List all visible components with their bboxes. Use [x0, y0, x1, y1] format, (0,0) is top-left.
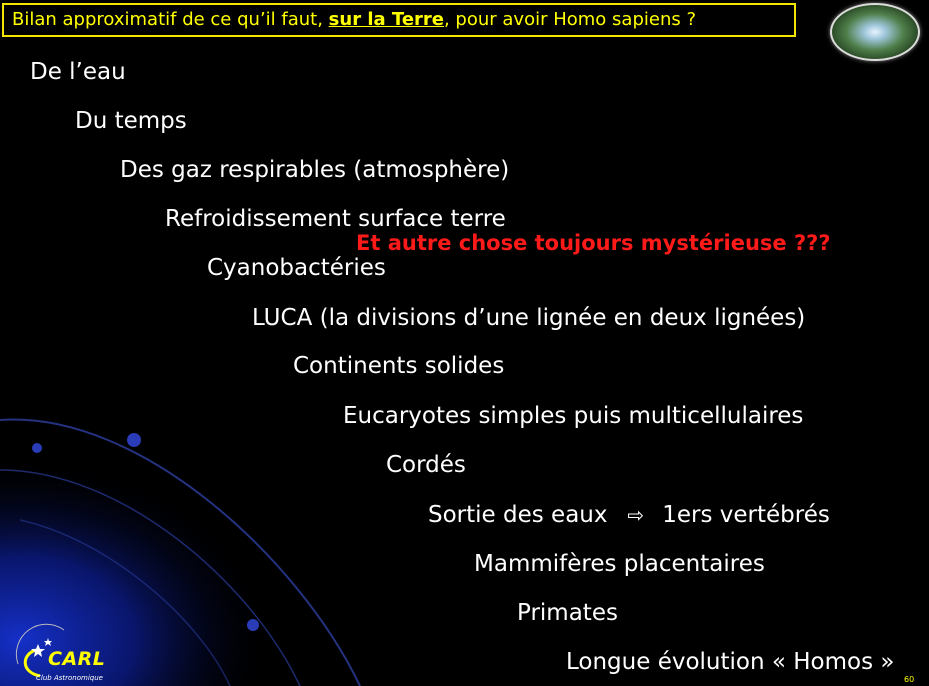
item-continents: Continents solides [293, 353, 505, 379]
item-vertebres: 1ers vertébrés [662, 502, 830, 528]
item-homos: Longue évolution « Homos » [566, 649, 895, 675]
item-eau: De l’eau [30, 59, 126, 85]
item-eucaryotes: Eucaryotes simples puis multicellulaires [343, 403, 804, 429]
arrow-right-icon: ⇨ [627, 503, 645, 527]
slide-title [2, 3, 796, 37]
item-sortie-prefix: Sortie des eaux [428, 502, 608, 528]
logo-name: CARL [48, 648, 106, 670]
waterfall-photo [830, 3, 920, 61]
item-gaz: Des gaz respirables (atmosphère) [120, 157, 510, 183]
logo-tagline: Club Astronomique [36, 674, 103, 682]
item-cordes: Cordés [386, 452, 466, 478]
item-sortie-eaux [428, 501, 830, 529]
item-primates: Primates [517, 600, 618, 626]
page-number: 60 [904, 675, 915, 684]
item-luca: LUCA (la divisions d’une lignée en deux lignées) [252, 305, 806, 331]
item-cyanobacteries: Cyanobactéries [207, 255, 386, 281]
item-refroidissement: Refroidissement surface terre [165, 206, 506, 232]
item-temps: Du temps [75, 108, 187, 134]
title-highlight: sur la Terre [328, 9, 444, 30]
mystery-note: Et autre chose toujours mystérieuse ??? [356, 231, 831, 255]
item-mammiferes: Mammifères placentaires [474, 551, 765, 577]
title-after: , pour avoir Homo sapiens ? [443, 9, 697, 30]
title-before: Bilan approximatif de ce qu’il faut, [12, 9, 329, 30]
